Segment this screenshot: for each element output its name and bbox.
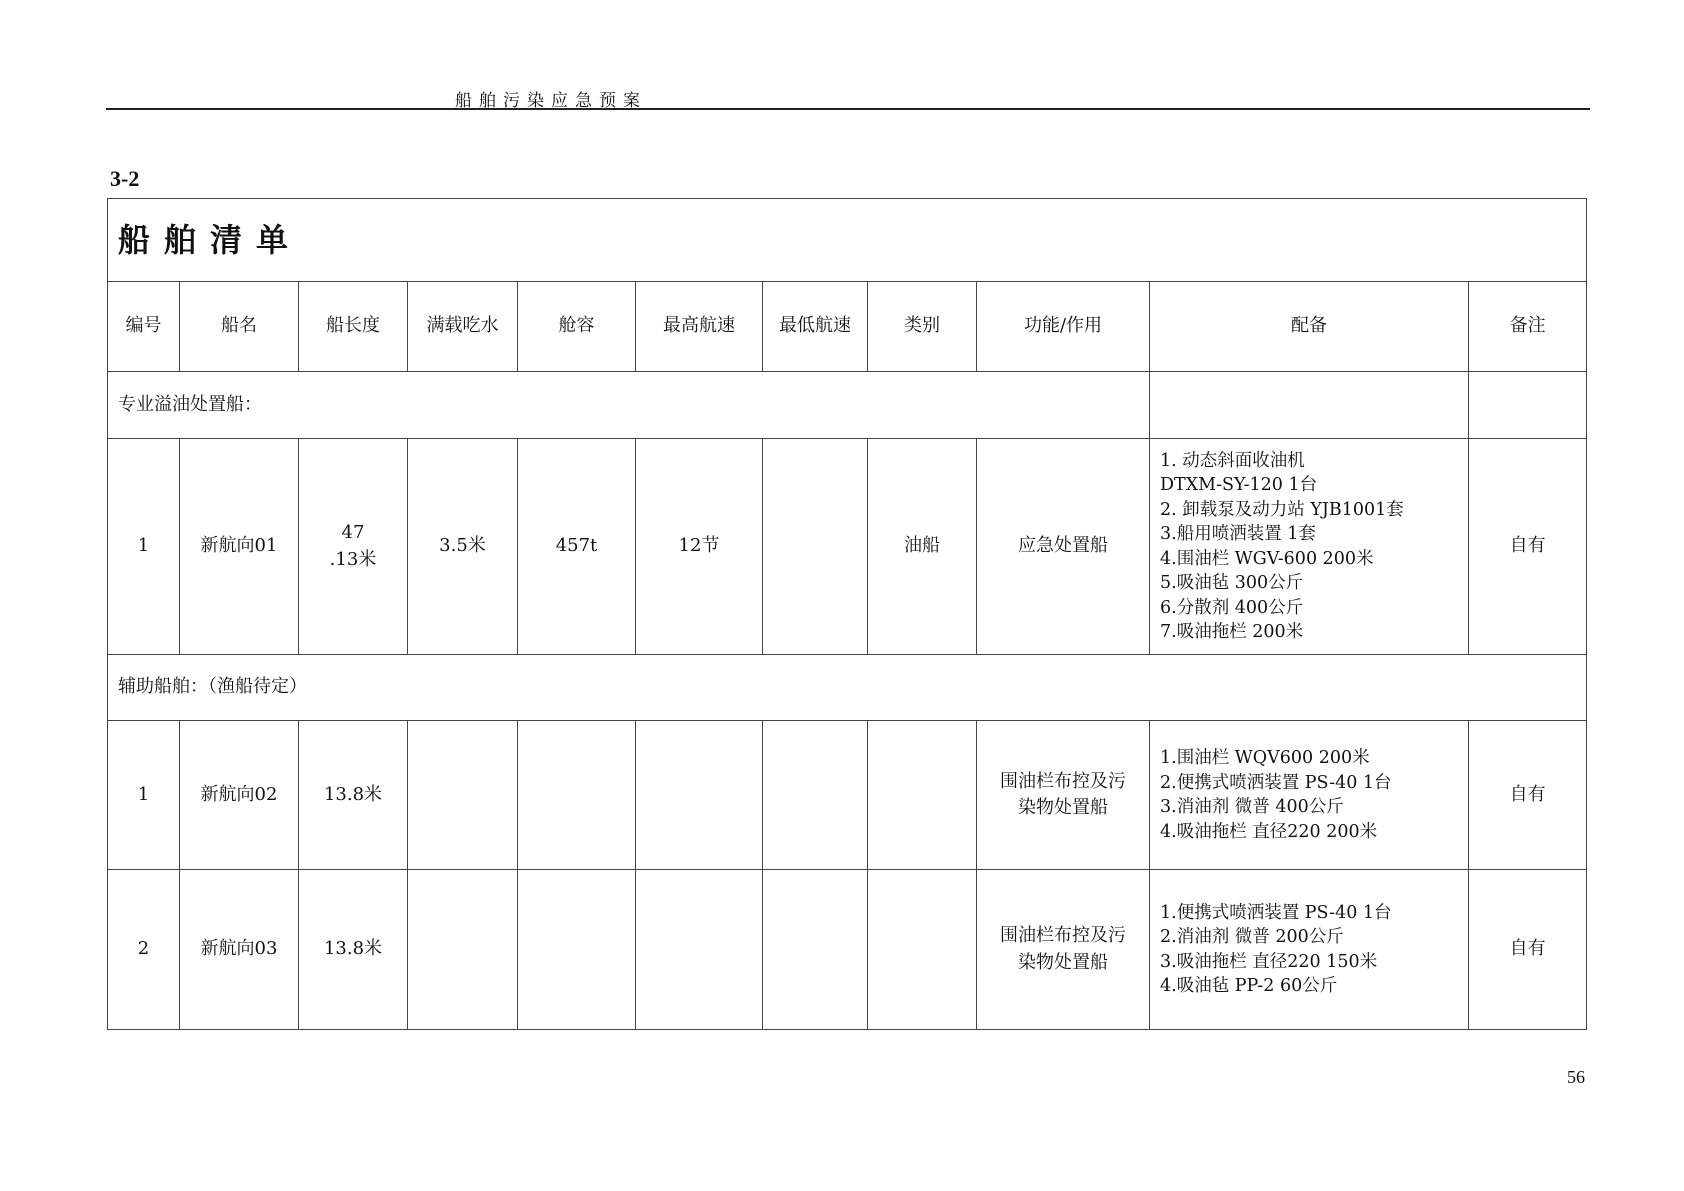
page-number: 56 — [1567, 1067, 1585, 1087]
header-rule — [106, 108, 1590, 110]
ship-number: 1 — [108, 721, 180, 870]
column-header: 功能/作用 — [977, 282, 1150, 372]
ship-function-line: 染物处置船 — [1018, 951, 1108, 973]
ship-max-speed: 12节 — [636, 439, 763, 655]
ship-name: 新航向01 — [180, 439, 299, 655]
ship-capacity: 457t — [518, 439, 636, 655]
ship-length — [299, 439, 408, 655]
equipment-line: DTXM-SY-120 1台 — [1160, 475, 1318, 495]
ship-category: 油船 — [868, 439, 977, 655]
equipment-line: 1.便携式喷洒装置 PS-40 1台 — [1160, 902, 1392, 923]
ship-remark: 自有 — [1469, 439, 1587, 655]
ship-length — [299, 721, 408, 870]
ship-function-line: 染物处置船 — [1018, 797, 1108, 818]
ship-length-line: 47 — [341, 522, 365, 544]
group-label: 专业溢油处置船： — [108, 372, 1150, 439]
column-header: 满载吃水 — [408, 282, 518, 372]
empty-cell — [1150, 372, 1469, 439]
ship-max-speed — [636, 870, 763, 1030]
ship-function-line: 应急处置船 — [1018, 535, 1108, 557]
ship-max-speed — [636, 721, 763, 870]
column-header: 编号 — [108, 282, 180, 372]
equipment-line: 4.吸油拖栏 直径220 200米 — [1160, 821, 1378, 842]
equipment-line: 1.围油栏 WQV600 200米 — [1160, 748, 1370, 768]
ship-name: 新航向02 — [180, 721, 299, 870]
equipment-line: 3.消油剂 微普 400公斤 — [1160, 797, 1344, 817]
ship-function-line: 围油栏布控及污 — [1000, 770, 1126, 792]
equipment-line: 4.吸油毡 PP-2 60公斤 — [1160, 976, 1338, 996]
ship-draft — [408, 721, 518, 870]
ship-length — [299, 870, 408, 1030]
section-number: 3-2 — [110, 166, 140, 191]
ship-function — [977, 439, 1150, 655]
equipment-line: 6.分散剂 400公斤 — [1160, 597, 1304, 618]
ship-number: 1 — [108, 439, 180, 655]
table-header-row — [108, 282, 1587, 372]
ship-length-line: 13.8米 — [323, 938, 383, 960]
ship-list-table — [107, 198, 1587, 1030]
ship-min-speed — [763, 870, 868, 1030]
ship-remark: 自有 — [1469, 721, 1587, 870]
equipment-line: 3.船用喷洒装置 1套 — [1160, 524, 1316, 544]
ship-remark: 自有 — [1469, 870, 1587, 1030]
column-header: 船名 — [180, 282, 299, 372]
ship-category — [868, 721, 977, 870]
empty-cell — [1469, 372, 1587, 439]
column-header: 最高航速 — [636, 282, 763, 372]
ship-category — [868, 870, 977, 1030]
column-header: 备注 — [1469, 282, 1587, 372]
ship-draft — [408, 870, 518, 1030]
column-header: 配备 — [1150, 282, 1469, 372]
ship-min-speed — [763, 439, 868, 655]
table-title: 船舶清单 — [108, 199, 1587, 282]
group-row — [108, 372, 1587, 439]
ship-function — [977, 721, 1150, 870]
equipment-line: 4.围油栏 WGV-600 200米 — [1160, 548, 1374, 569]
ship-length-line: .13米 — [329, 548, 377, 570]
ship-function-line: 围油栏布控及污 — [1000, 925, 1126, 947]
ship-capacity — [518, 721, 636, 870]
table-row — [108, 870, 1587, 1030]
running-header: 船舶污染应急预案 — [455, 91, 647, 111]
ship-length-line: 13.8米 — [323, 783, 383, 805]
ship-name: 新航向03 — [180, 870, 299, 1030]
column-header: 舱容 — [518, 282, 636, 372]
ship-capacity — [518, 870, 636, 1030]
equipment-line: 2.便携式喷洒装置 PS-40 1台 — [1160, 772, 1392, 793]
equipment-line: 7.吸油拖栏 200米 — [1160, 622, 1304, 642]
equipment-line: 3.吸油拖栏 直径220 150米 — [1160, 951, 1378, 972]
group-row — [108, 655, 1587, 721]
ship-min-speed — [763, 721, 868, 870]
column-header: 最低航速 — [763, 282, 868, 372]
ship-equipment — [1150, 870, 1469, 1030]
table-row — [108, 721, 1587, 870]
ship-draft: 3.5米 — [408, 439, 518, 655]
column-header: 类别 — [868, 282, 977, 372]
equipment-line: 2. 卸载泵及动力站 YJB1001套 — [1160, 499, 1404, 520]
column-header: 船长度 — [299, 282, 408, 372]
equipment-line: 1. 动态斜面收油机 — [1160, 450, 1305, 471]
equipment-line: 2.消油剂 微普 200公斤 — [1160, 927, 1344, 947]
group-label: 辅助船舶：（渔船待定） — [108, 655, 1587, 721]
table-row — [108, 439, 1587, 655]
ship-function — [977, 870, 1150, 1030]
ship-equipment — [1150, 439, 1469, 655]
ship-equipment — [1150, 721, 1469, 870]
equipment-line: 5.吸油毡 300公斤 — [1160, 573, 1304, 593]
ship-number: 2 — [108, 870, 180, 1030]
